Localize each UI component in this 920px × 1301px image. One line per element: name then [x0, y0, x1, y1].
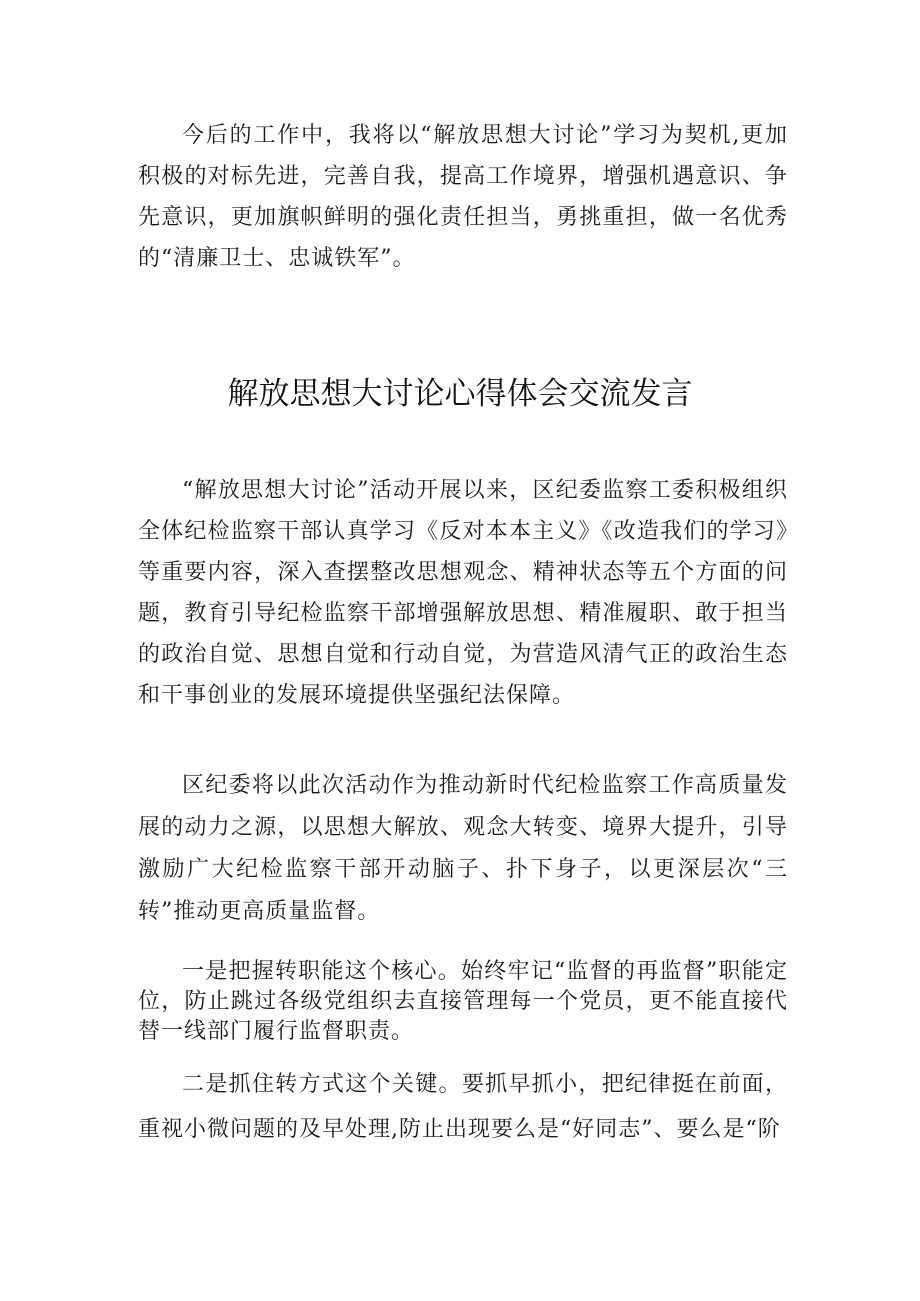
body-paragraph: 二是抓住转方式这个关键。要抓早抓小，把纪律挺在前面，重视小微问题的及早处理,防止出现要么是“好同志”、要么是“阶: [138, 1072, 788, 1142]
body-paragraph: “解放思想大讨论”活动开展以来，区纪委监察工委积极组织全体纪检监察干部认真学习《反对本本主义》《改造我们的学习》等重要内容，深入查摆整改思想观念、精神状态等五个方面的问题，教育引导纪检监察干部增强解放思想、精准履职、敢于担当的政治自觉、思想自觉和行动自觉，为营造风清气正的政治生态和干事创业的发展环境提供坚强纪法保障。: [138, 478, 788, 708]
body-paragraph: 区纪委将以此次活动作为推动新时代纪检监察工作高质量发展的动力之源，以思想大解放、观念大转变、境界大提升，引导激励广大纪检监察干部开动脑子、扑下身子，以更深层次“三转”推动更高质量监督。: [138, 773, 788, 924]
document-title: 解放思想大讨论心得体会交流发言: [227, 376, 693, 412]
intro-paragraph: 今后的工作中，我将以“解放思想大讨论”学习为契机,更加积极的对标先进，完善自我，提高工作境界，增强机遇意识、争先意识，更加旗帜鲜明的强化责任担当，勇挑重担，做一名优秀的“清廉卫士、忠诚铁军”。: [138, 123, 788, 271]
body-paragraph: 一是把握转职能这个核心。始终牢记“监督的再监督”职能定位，防止跳过各级党组织去直接管理每一个党员，更不能直接代替一线部门履行监督职责。: [138, 959, 788, 1044]
